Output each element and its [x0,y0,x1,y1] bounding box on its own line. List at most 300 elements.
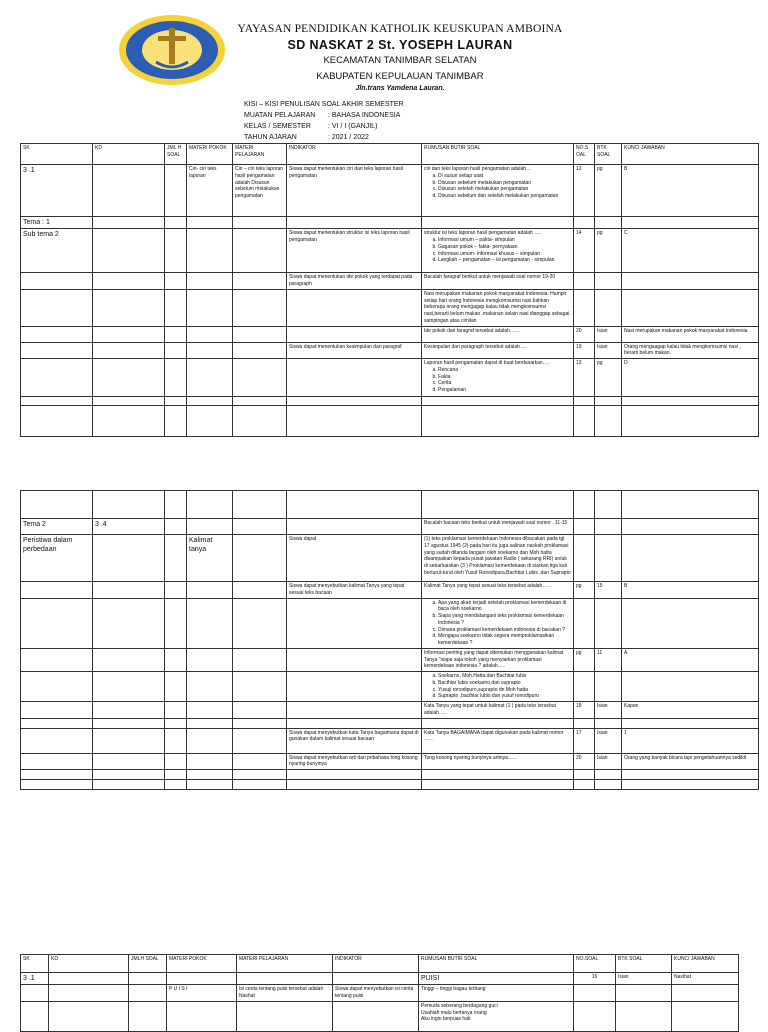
table-cell: Siswa dapat menentukan struktur isi teks laporan hasil pengamatan [287,229,422,273]
table-cell [233,718,287,728]
table-cell [21,598,93,648]
table-cell [21,397,93,406]
answer-options [424,173,571,200]
table-cell: SK [21,144,93,165]
table-cell [595,770,622,780]
reading-passage: Nasi merupakan makanan pokok masyarakat Indonesia. Hampir setiap hari orang Indonesia mengkomsumsi nasi.bahkan beberapa orang mengagap kalau tidak mengkomsumsi nasi,berarti belum makan .makanan selain nasi dianggap sebagai sampingan atau cimilan [422,289,574,326]
option-item: c. Disusun setelah melakukan pengamatan [438,186,571,193]
table-cell [287,672,422,702]
table-cell [595,217,622,229]
table-cell: pg [574,582,595,599]
option-item: b. Gagasan pokok – fakta- pernyataan [438,244,571,251]
table-row [21,770,759,780]
table-cell: MATERI POKOK [167,955,237,973]
table-cell [93,229,165,273]
table-cell: Siswa dapat menyebutkan arti dari pribahasa tong kosong nyaring bunyinya [287,753,422,770]
table-cell [165,753,187,770]
table-cell [93,753,165,770]
table-cell [165,342,187,359]
table-cell [287,397,422,406]
table-cell: B [622,582,759,599]
table-row [21,1001,739,1031]
table-cell: pg [574,648,595,671]
table-cell: KD [49,955,129,973]
table-cell: Isian [595,728,622,753]
table-cell [574,519,595,535]
grid-table-1 [20,143,759,437]
table-cell [574,598,595,648]
table-cell: PUISI [419,973,574,985]
table-row [21,289,759,326]
option-item: b. Fakta [438,374,571,381]
table-cell [233,397,287,406]
table-cell [287,491,422,519]
table-cell [287,519,422,535]
table-cell [165,165,187,217]
table-cell: Bacalah faragraf berikut untuk menjawab soal nomor 19-20 [422,273,574,290]
table-cell [574,273,595,290]
table-cell [595,718,622,728]
table-cell: Siswa dapat menyebutkan isi cerita tentang puisi [333,985,419,1002]
table-row [21,753,759,770]
table-row [21,582,759,599]
table-cell: Kalimat tanya [187,535,233,582]
option-item: d. Suprapto ,bacthiar lubis dan yusuf ronodipuro [438,693,571,700]
table-cell [187,326,233,342]
table-cell: 12 [574,165,595,217]
table-cell [287,702,422,719]
table-cell [616,985,672,1002]
table-cell [165,289,187,326]
table-cell [21,780,93,790]
table-cell [187,728,233,753]
option-item: d. Langkah – pengamatan – isi pengamatan - simpulan [438,257,571,264]
table-cell [187,217,233,229]
table-cell [187,289,233,326]
table-cell [165,672,187,702]
table-cell [422,217,574,229]
table-row [21,273,759,290]
table-cell: 15 [595,582,622,599]
table-row [21,648,759,671]
table-cell [622,598,759,648]
table-cell [187,780,233,790]
table-cell [187,406,233,437]
table-cell [165,359,187,397]
table-cell: Siswa dapat menentukan ciri dari teks laporan hasil pengamatan [287,165,422,217]
table-cell: pg [595,229,622,273]
table-cell [93,165,165,217]
table-cell [187,598,233,648]
table-cell [595,672,622,702]
table-row [21,491,759,519]
table-cell [622,273,759,290]
table-cell: JML H SOAL [165,144,187,165]
table-cell: Tinggi – tinggi bagau terbang [419,985,574,1002]
table-cell [21,985,49,1002]
table-row [21,342,759,359]
poem-lines [419,1001,574,1031]
table-cell: Tong kosong nyaring bunyinya artinya…… [422,753,574,770]
table-cell [187,491,233,519]
option-item: a. Rencana [438,367,571,374]
table-cell [187,342,233,359]
table-cell [333,1001,419,1031]
grid-table-2 [20,490,759,790]
table-cell [21,406,93,437]
table-cell [672,1001,739,1031]
table-cell [422,598,574,648]
table-header-row [21,144,759,165]
table-cell [165,397,187,406]
table-cell [165,780,187,790]
table-cell [187,229,233,273]
table-cell [287,359,422,397]
table-row [21,702,759,719]
table-cell: JMLH SOAL [129,955,167,973]
table-row [21,519,759,535]
table-cell [165,648,187,671]
table-cell [574,1001,616,1031]
regency-name: KABUPATEN KEPULAUAN TANIMBAR [316,71,484,82]
table-cell [595,273,622,290]
table-header-row [21,955,739,973]
table-cell: B [622,165,759,217]
table-cell [165,770,187,780]
table-cell: Nasi merupakan makanan pokok masyarakat Indonesia [622,326,759,342]
table-cell: Kalimat Tanya yang tepat sesuai teks tersebut adalah…… [422,582,574,599]
table-cell [287,780,422,790]
table-cell: Ciri- ciri teks laporan [187,165,233,217]
table-cell [616,1001,672,1031]
table-cell: pg [595,359,622,397]
district-name: KECAMATAN TANIMBAR SELATAN [323,55,477,66]
table-row [21,217,759,229]
text-line: Aku ingin berpuas hati [421,1016,471,1023]
table-cell: NO.S OAL [574,144,595,165]
table-cell: MATERI PELAJARAN [237,955,333,973]
option-item: a. Di susun setiap saat [438,173,571,180]
table-cell [233,491,287,519]
table-cell: Nasihat [672,973,739,985]
table-cell [165,728,187,753]
option-item: a. Apa yang akan terjadi setelah proklamasi kemerdekaan di baca oleh soekarno [438,600,571,614]
option-item: d. Pengalaman [438,387,571,394]
answer-options [424,367,571,394]
table-cell [233,582,287,599]
table-cell: KUNCI JAWABAN [622,144,759,165]
text-line: Usahlah malu bertanya orang [421,1009,487,1016]
table-cell [333,973,419,985]
option-item: a. Soekarno, Moh.Hatta,dan Bachtiar lubis [438,673,571,680]
table-cell: Kapan [622,702,759,719]
table-cell [595,598,622,648]
table-cell [187,770,233,780]
table-cell [93,406,165,437]
table-cell [93,217,165,229]
table-cell: 3 .1 [21,165,93,217]
table-cell: 3 .4 [93,519,165,535]
table-cell: D [622,359,759,397]
grid-table-3 [20,954,739,1032]
table-cell [574,406,595,437]
table-cell [622,217,759,229]
table-cell [21,326,93,342]
table-cell: Kata Tanya yang tepat untuk kalimat (1 ) pada teks tersebut adalah….. [422,702,574,719]
table-cell [165,217,187,229]
table-cell [93,598,165,648]
subject-row: MUATAN PELAJARAN : BAHASA INDONESIA [244,112,401,119]
reading-passage: (1) teks proklamasi kemerdekaan Indonesia dibacakan pada tgl 17 agustus 1945 (2) pada hari itu juga salinan naskah proklamasi yang sudah ditanda tangani oleh soekarno dan Moh.hatta disampaikan kepada pusat jawatan Radio ( sekarang RRI) untuk di sebarluaskan (3 ) Proklamasi kemerdekaan di siarkan tiga kali berturut-turut oleh Yusuf Ronodipura,Bachtiar Lubis ,dan Suprapto [422,535,574,582]
text-line: ciri dari teks laporan hasil pengamatan adalah… [424,166,532,172]
table-cell [233,780,287,790]
table-cell [93,326,165,342]
table-cell [287,289,422,326]
table-cell [49,985,129,1002]
answer-options [424,673,571,700]
table-cell [187,718,233,728]
table-cell: 20 [574,326,595,342]
table-cell [422,718,574,728]
table-cell: 3 .1 [21,973,49,985]
table-cell: 11 [595,648,622,671]
table-cell [21,273,93,290]
table-cell [622,519,759,535]
table-cell [21,672,93,702]
table-cell [287,598,422,648]
document-title: KISI – KISI PENULISAN SOAL AKHIR SEMESTER [244,101,404,108]
table-row [21,229,759,273]
table-cell [422,672,574,702]
table-cell [93,342,165,359]
answer-options [424,237,571,264]
table-cell: A [622,648,759,671]
table-row [21,535,759,582]
table-cell [595,397,622,406]
table-cell [422,491,574,519]
table-cell [622,289,759,326]
table-cell [165,535,187,582]
table-cell: 14 [574,229,595,273]
table-cell [287,326,422,342]
option-item: c. Yusuji ronodipuro,suprapto dn Moh hatta [438,687,571,694]
table-row [21,406,759,437]
table-cell: RUMUSAN BUTIR SOAL [419,955,574,973]
table-row [21,359,759,397]
table-cell [21,582,93,599]
option-item: d. Mengapa soekarno tidak segera memproklamasikan kemerdekaan ? [438,633,571,647]
table-cell: Kesimpulan dari paragraph tersebut adalah…. [422,342,574,359]
table-cell: Siswa dapat menentukan ide pokok yang terdapat pada paragraph [287,273,422,290]
option-item: c. Dimana proklamasi kemerdekaan indonesia di bacakan ? [438,627,571,634]
table-cell [21,770,93,780]
table-cell [233,289,287,326]
table-cell [233,406,287,437]
table-cell: Tema : 1 [21,217,93,229]
option-item: a. Informasi umum – pakta- simpulan [438,237,571,244]
table-row [21,985,739,1002]
table-cell [129,1001,167,1031]
table-cell [93,648,165,671]
table-cell [233,728,287,753]
table-cell [165,406,187,437]
table-cell [129,973,167,985]
table-cell [93,780,165,790]
answer-options [424,600,571,647]
table-cell [233,770,287,780]
foundation-name: YAYASAN PENDIDIKAN KATHOLIK KEUSKUPAN AMBOINA [237,23,563,35]
table-cell [233,648,287,671]
table-cell: Isian [595,342,622,359]
table-cell [622,491,759,519]
table-row [21,780,759,790]
table-cell: C [622,229,759,273]
table-row [21,728,759,753]
table-cell [167,1001,237,1031]
table-cell [422,359,574,397]
table-cell: MATERI PELAJARAN [233,144,287,165]
table-cell [233,702,287,719]
table-cell [595,535,622,582]
table-row [21,672,759,702]
table-cell: INDIKATOR [287,144,422,165]
table-cell [233,217,287,229]
table-cell [622,770,759,780]
table-cell [93,582,165,599]
table-cell [574,985,616,1002]
school-address: Jln.trans Yamdena Lauran. [355,85,445,92]
table-cell: SK [21,955,49,973]
table-cell: KUNCI JAWABAN [672,955,739,973]
table-cell [233,519,287,535]
table-cell: pg [595,165,622,217]
table-cell [233,535,287,582]
table-cell [93,359,165,397]
table-cell [93,728,165,753]
table-cell: 20 [574,753,595,770]
table-cell [165,326,187,342]
table-row [21,165,759,217]
table-row [21,326,759,342]
table-cell [21,702,93,719]
table-cell [21,491,93,519]
table-cell [622,406,759,437]
table-cell [165,491,187,519]
table-cell [574,535,595,582]
table-cell [595,289,622,326]
table-cell [595,519,622,535]
table-cell: Isian [616,973,672,985]
table-cell [167,973,237,985]
table-cell [187,359,233,397]
text-line: struktur isi teks laporan hasil pengamatan adalah ….. [424,230,542,237]
table-cell [237,973,333,985]
table-cell: Isian [595,753,622,770]
table-cell [93,770,165,780]
text-line: Laporan hasil pengamatan dapat di buat berdasarkan…. [424,360,550,367]
table-cell: Peristiwa dalam perbedaan [21,535,93,582]
table-cell: Siswa dapat [287,535,422,582]
table-cell: BTK SOAL [595,144,622,165]
table-cell [287,217,422,229]
text-line: Pemuda seberang berdagang guci [421,1002,498,1009]
table-cell: 1 [622,728,759,753]
table-cell [93,718,165,728]
table-cell [622,718,759,728]
table-cell [287,406,422,437]
table-cell [93,491,165,519]
table-cell [187,519,233,535]
table-cell [93,273,165,290]
table-cell [574,397,595,406]
school-name: SD NASKAT 2 St. YOSEPH LAURAN [287,38,513,52]
option-item: b. Bacthiar lubis soekarno,dan suprapto [438,680,571,687]
table-cell [574,491,595,519]
table-cell [595,406,622,437]
table-cell: 16 [574,973,616,985]
table-cell [165,519,187,535]
table-cell: INDIKATOR [333,955,419,973]
table-cell [93,672,165,702]
table-cell [672,985,739,1002]
table-cell: Kata Tanya BAGAIMANA dapat digunakan pada kalimat nomor …… [422,728,574,753]
table-cell [165,598,187,648]
table-cell [233,359,287,397]
table-cell [595,780,622,790]
table-cell: MATERI POKOK [187,144,233,165]
table-cell [93,702,165,719]
table-cell [165,718,187,728]
table-cell [622,672,759,702]
table-cell [187,582,233,599]
table-cell [233,598,287,648]
option-item: d. Disusun sebelum dan setelah melakukan pengamatan [438,193,571,200]
table-cell [49,1001,129,1031]
table-cell [187,672,233,702]
table-cell [21,753,93,770]
table-cell [622,397,759,406]
table-cell: Ide pokok dari faragraf tersebut adalah…… [422,326,574,342]
table-row [21,718,759,728]
table-cell [187,753,233,770]
table-cell [622,780,759,790]
table-cell [574,672,595,702]
table-cell: 17 [574,728,595,753]
table-cell [287,718,422,728]
table-cell [237,1001,333,1031]
table-cell [233,326,287,342]
table-cell: Isian [595,702,622,719]
year-row: TAHUN AJARAN : 2021 / 2022 [244,134,369,141]
table-cell: RUMUSAN BUTIR SOAL [422,144,574,165]
table-cell [21,289,93,326]
table-cell: Bacalah bacaan teks berikut untuk menjawab soal nomor . 11-15 [422,519,574,535]
table-cell [21,648,93,671]
table-cell [93,535,165,582]
table-cell [129,985,167,1002]
table-cell: Sub tema 2 [21,229,93,273]
option-item: b. Siapa yang mendatangani teks proklamasi kemerdekaan Indonesia ? [438,613,571,627]
table-cell: BTK SOAL [616,955,672,973]
table-cell [422,229,574,273]
table-cell [287,648,422,671]
table-cell [595,491,622,519]
table-cell: Informasi penting yang dapat ditemukan menggunakan kalimat Tanya "siapa saja tokoh yang menyiarkan proklamasi kemerdekaan indonesia ? adalah….. [422,648,574,671]
table-cell: Ciri – ciri teks laporan hasil pengamatan adalah Disusun sebelum melakukan pengamatan [233,165,287,217]
table-cell [187,397,233,406]
table-cell: Isian [595,326,622,342]
table-cell [574,217,595,229]
